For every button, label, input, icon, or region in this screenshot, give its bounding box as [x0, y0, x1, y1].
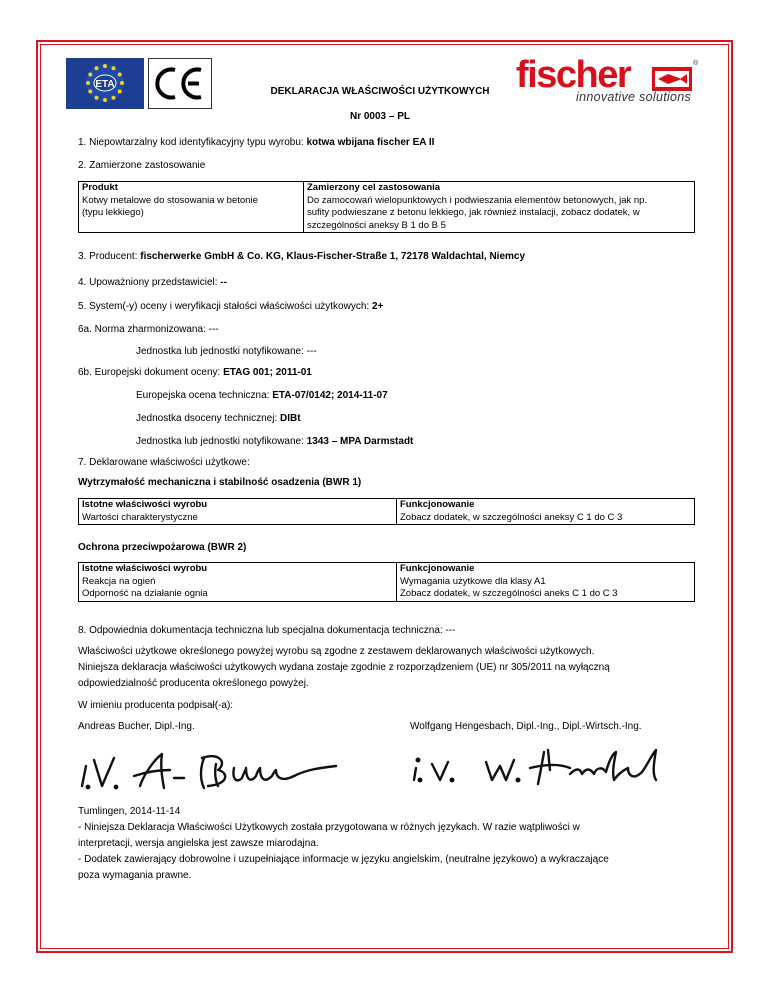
signature-2: [410, 746, 670, 795]
table-header: Istotne właściwości wyrobu: [82, 499, 208, 510]
section-1: [78, 136, 434, 150]
footer-line-4: - Dodatek zawierający dobrowolne i uzupełniające informacje w języku angielskim, (neutralne językowo) a wykraczające: [78, 854, 609, 865]
section-3: [78, 250, 525, 264]
ce-mark: [148, 58, 212, 109]
table-value: Do zamocowań wielopunktowych i podwieszania elementów betonowych, jak np.: [307, 194, 648, 206]
manufacturer: fischerwerke GmbH & Co. KG, Klaus-Fischer-Straße 1, 72178 Waldachtal, Niemcy: [140, 251, 526, 262]
document-number: Nr 0003 – PL: [349, 111, 411, 122]
eta-value: ETA-07/0142; 2014-11-07: [272, 390, 388, 401]
fischer-logo: fischer: [516, 54, 631, 96]
signed-for: W imieniu producenta podpisał(-a):: [78, 700, 234, 711]
section-4: [78, 276, 227, 290]
registered-mark: ®: [693, 60, 699, 67]
table-value: Reakcja na ogień: [82, 575, 156, 587]
notified-value: 1343 – MPA Darmstadt: [306, 436, 414, 447]
signatory-1: Andreas Bucher, Dipl.-Ing.: [78, 721, 195, 732]
eta-label: ETA: [95, 79, 115, 90]
notified-line: [136, 435, 413, 449]
section-6b-label: 6b. Europejski dokument oceny:: [78, 367, 224, 378]
signature-1: [78, 746, 348, 799]
table-value: Zobacz dodatek, w szczególności aneks C 1 do C 3: [400, 588, 618, 599]
tab-value: DIBt: [279, 413, 301, 424]
table-value: sufity podwieszane z betonu lekkiego, jak również instalacji, zobacz dodatek, w: [307, 207, 640, 218]
footer-line-2: - Niniejsza Deklaracja Właściwości Użytkowych została przygotowana w różnych językach. W razie wątpliwości w: [78, 822, 580, 833]
table-cell: [79, 182, 304, 233]
section-5: [78, 300, 383, 314]
avcp-system: 2+: [371, 301, 384, 312]
table-value: Kotwy metalowe do stosowania w betonie: [82, 194, 258, 206]
signatory-2: Wolfgang Hengesbach, Dipl.-Ing., Dipl.-Wirtsch.-Ing.: [410, 721, 642, 732]
eta-logo: [66, 58, 144, 109]
bwr2-table: [78, 562, 695, 602]
table-value: Wartości charakterystyczne: [82, 511, 198, 523]
fischer-fish-icon: [652, 67, 692, 91]
table-value: Wymagania użytkowe dla klasy A1: [400, 575, 546, 587]
section-7: 7. Deklarowane właściwości użytkowe:: [78, 457, 250, 468]
table-header: Produkt: [82, 182, 118, 193]
intended-use-table: [78, 181, 695, 233]
section-2: 2. Zamierzone zastosowanie: [78, 160, 206, 171]
section-6a: 6a. Norma zharmonizowana: ---: [78, 324, 219, 335]
eta-line: [136, 389, 388, 403]
section-1-label: 1. Niepowtarzalny kod identyfikacyjny typu wyrobu:: [78, 137, 307, 148]
table-header: Funkcjonowanie: [400, 563, 475, 574]
fischer-tagline: innovative solutions: [576, 90, 692, 104]
section-8: 8. Odpowiednia dokumentacja techniczna lub specjalna dokumentacja techniczna: ---: [78, 625, 456, 636]
table-value: Zobacz dodatek, w szczególności aneksy C 1 do C 3: [400, 511, 623, 523]
table-value: (typu lekkiego): [82, 207, 144, 218]
section-4-label: 4. Upoważniony przedstawiciel:: [78, 277, 221, 288]
table-cell: [397, 563, 695, 602]
table-cell: [79, 499, 397, 525]
section-3-label: 3. Producent:: [78, 251, 141, 262]
table-value: Odporność na działanie ognia: [82, 588, 208, 599]
table-cell: [304, 182, 695, 233]
footer-line-3: interpretacji, wersja angielska jest zawsze miarodajna.: [78, 838, 319, 849]
conformity-line-1: Właściwości użytkowe określonego powyżej wyrobu są zgodne z zestawem deklarowanych właściwości użytkowych.: [78, 646, 595, 657]
table-header: Funkcjonowanie: [400, 499, 475, 510]
product-code: kotwa wbijana fischer EA II: [306, 137, 435, 148]
tab-line: [136, 412, 301, 426]
conformity-line-2: Niniejsza deklaracja właściwości użytkowych wydana zostaje zgodnie z rozporządzeniem (UE) nr 305/2011 na wyłączną: [78, 662, 610, 673]
table-cell: [79, 563, 397, 602]
table-header: Istotne właściwości wyrobu: [82, 563, 208, 574]
conformity-line-3: odpowiedzialność producenta określonego powyżej.: [78, 678, 309, 689]
document-title: DEKLARACJA WŁAŚCIWOŚCI UŻYTKOWYCH: [270, 86, 490, 97]
tab-label: Jednostka dsoceny technicznej:: [136, 413, 280, 424]
place-date: Tumlingen, 2014-11-14: [78, 806, 181, 817]
notified-label: Jednostka lub jednostki notyfikowane:: [136, 436, 307, 447]
ead-value: ETAG 001; 2011-01: [223, 367, 312, 378]
representative: --: [220, 277, 227, 288]
footer-line-5: poza wymagania prawne.: [78, 870, 192, 881]
table-cell: [397, 499, 695, 525]
section-5-label: 5. System(-y) oceny i weryfikacji stałości właściwości użytkowych:: [78, 301, 372, 312]
table-header: Zamierzony cel zastosowania: [307, 182, 441, 193]
section-6a-notified: Jednostka lub jednostki notyfikowane: ---: [136, 346, 317, 357]
table-value: szczególności aneksy B 1 do B 5: [307, 219, 446, 231]
bwr1-title: Wytrzymałość mechaniczna i stabilność osadzenia (BWR 1): [78, 477, 362, 488]
eta-label: Europejska ocena techniczna:: [136, 390, 273, 401]
bwr2-title: Ochrona przeciwpożarowa (BWR 2): [78, 542, 247, 553]
section-6b: [78, 366, 312, 380]
bwr1-table: [78, 498, 695, 525]
